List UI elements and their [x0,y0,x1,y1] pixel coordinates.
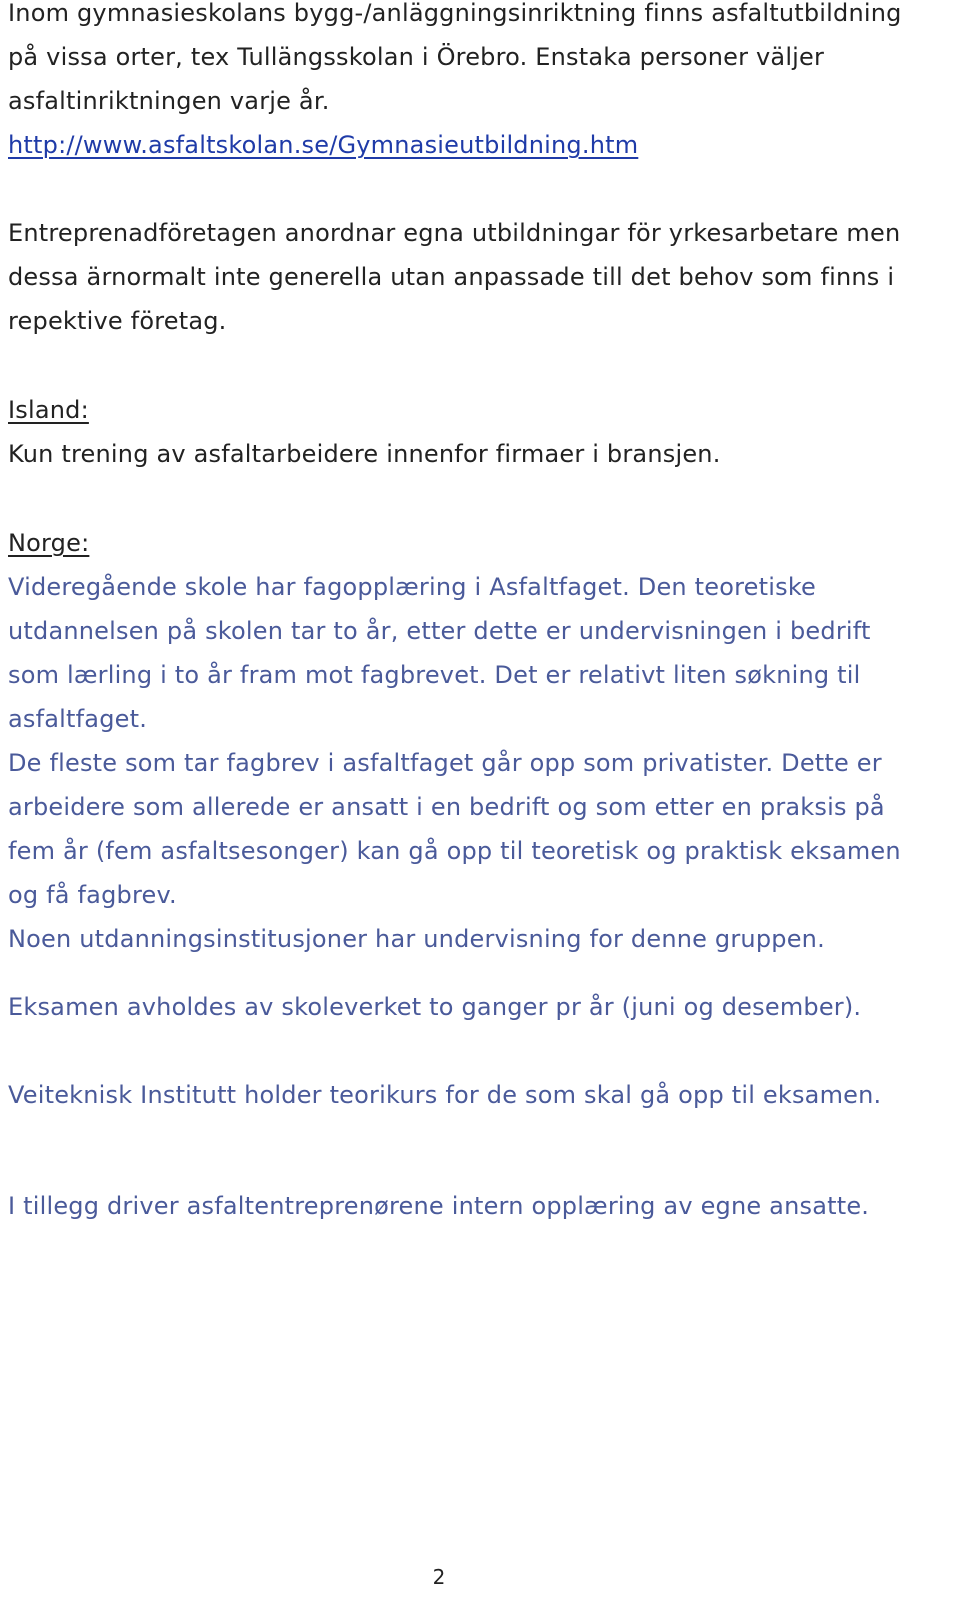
veiteknisk-text: Veiteknisk Institutt holder teorikurs for de som skal gå opp til eksamen. [8,1081,882,1109]
text-line: asfaltinriktningen varje år. [8,87,330,115]
island-heading: Island: [8,396,89,424]
text-line: på vissa orter, tex Tullängsskolan i Örebro. Enstaka personer väljer [8,43,825,71]
asfaltskolan-link[interactable]: http://www.asfaltskolan.se/Gymnasieutbildning.htm [8,131,639,159]
text-line: Entreprenadföretagen anordnar egna utbildningar för yrkesarbetare men [8,219,901,247]
norge-line: asfaltfaget. [8,705,148,733]
island-text: Kun trening av asfaltarbeidere innenfor firmaer i bransjen. [8,440,721,468]
norge-line: De fleste som tar fagbrev i asfaltfaget går opp som privatister. Dette er [8,749,882,777]
entreprenad-paragraph [8,211,953,343]
text-line: Inom gymnasieskolans bygg-/anläggningsinriktning finns asfaltutbildning [8,0,902,27]
norge-line: Noen utdanningsinstitusjoner har undervisning for denne gruppen. [8,925,825,953]
norge-section [8,521,953,961]
norge-line: arbeidere som allerede er ansatt i en bedrift og som etter en praksis på [8,793,885,821]
tillegg-text: I tillegg driver asfaltentreprenørene intern opplæring av egne ansatte. [8,1192,870,1220]
eksamen-text: Eksamen avholdes av skoleverket to ganger pr år (juni og desember). [8,993,862,1021]
norge-line: og få fagbrev. [8,881,177,909]
norge-line: som lærling i to år fram mot fagbrevet. Det er relativt liten søkning til [8,661,861,689]
island-section [8,388,953,476]
page-number: 2 [432,1565,446,1589]
swedish-intro-paragraph [8,0,953,167]
norge-line: Videregående skole har fagopplæring i Asfaltfaget. Den teoretiske [8,573,817,601]
norge-line: fem år (fem asfaltsesonger) kan gå opp til teoretisk og praktisk eksamen [8,837,901,865]
text-line: dessa ärnormalt inte generella utan anpassade till det behov som finns i [8,263,895,291]
norge-heading: Norge: [8,529,90,557]
norge-line: utdannelsen på skolen tar to år, etter dette er undervisningen i bedrift [8,617,871,645]
text-line: repektive företag. [8,307,227,335]
